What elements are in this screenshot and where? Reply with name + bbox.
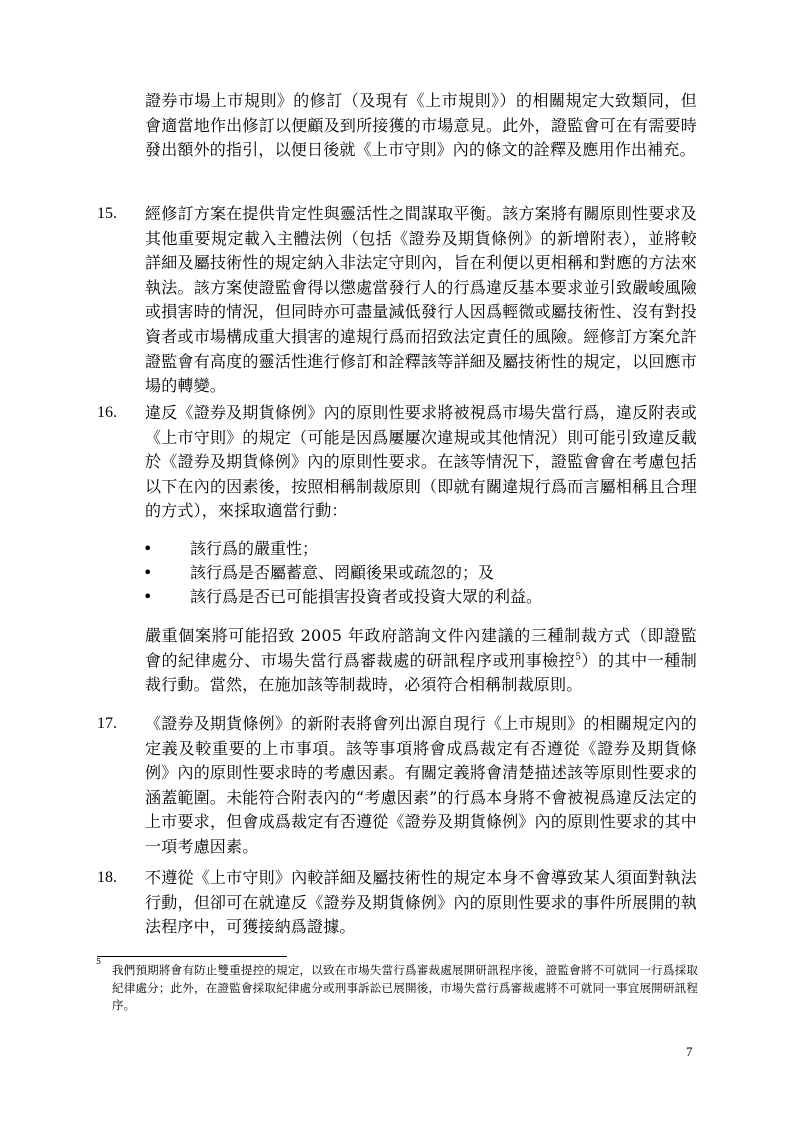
- paragraph-18: 不遵從《上市守則》內較詳細及屬技術性的規定本身不會導致某人須面對執法行動，但卻可在就違反《證券及期貨條例》內的原則性要求的事件所展開的執法程序中，可獲接納爲證據。: [145, 868, 697, 937]
- bullet-text: 該行爲的嚴重性；: [190, 539, 319, 558]
- paragraph-number-15: 15.: [97, 205, 117, 222]
- continuation-text: 嚴重個案將可能招致 2005 年政府諮詢文件內建議的三種制裁方式（即證監會的紀律處分、市場失當行爲審裁處的研訊程序或刑事檢控: [145, 626, 697, 670]
- bullet-symbol: •: [143, 563, 153, 582]
- paragraph-15: 經修訂方案在提供肯定性與靈活性之間謀取平衡。該方案將有關原則性要求及其他重要規定載入主體法例（包括《證券及期貨條例》的新增附表），並將較詳細及屬技術性的規定納入非法定守則內，旨在利便以更相稱和對應的方法來執法。該方案使證監會得以懲處當發行人的行爲違反基本要求並引致嚴峻風險或損害時的情況，但同時亦可盡量減低發行人因爲輕微或屬技術性、沒有對投資者或市場構成重大損害的違規行爲而招致法定責任的風險。經修訂方案允許證監會有高度的靈活性進行修訂和詮釋該等詳細及屬技術性的規定，以回應市場的轉變。: [145, 204, 697, 396]
- footnote-divider: [97, 956, 287, 957]
- bullet-text: 該行爲是否已可能損害投資者或投資大眾的利益。: [190, 587, 543, 606]
- bullet-symbol: •: [143, 539, 153, 558]
- paragraph-16-continuation: [145, 624, 697, 698]
- intro-paragraph: 證券市場上市規則》的修訂（及現有《上市規則》）的相關規定大致類同，但會適當地作出修訂以便顧及到所接獲的市場意見。此外，證監會可在有需要時發出額外的指引，以便日後就《上市守則》內的條文的詮釋及應用作出補充。: [145, 91, 697, 160]
- continuation-text-end: ）的其中一種制裁行動。當然，在施加該等制裁時，必須符合相稱制裁原則。: [145, 650, 698, 695]
- paragraph-number-18: 18.: [97, 869, 117, 886]
- document-page: 證券市場上市規則》的修訂（及現有《上市規則》）的相關規定大致類同，但會適當地作出修訂以便顧及到所接獲的市場意見。此外，證監會可在有需要時發出額外的指引，以便日後就《上市守則》內的條文的詮釋及應用作出補充。 15. 經修訂方案在提供肯定性與靈活性之間謀取平衡。該方案將有關原則性要求及其他重要規定載入主體法例（包括《證券及期貨條例》的新增附表），並將較詳細及屬技術性的規定納入非法定守則內，旨在利便以更相稱和對應的方法來執法。該方案使證監會得以懲處當發行人的行爲違反基本要求並引致嚴峻風險或損害時的情況，但同時亦可盡量減低發行人因爲輕微或屬技術性、沒有對投資者或市場構成重大損害的違規行爲而招致法定責任的風險。經修訂方案允許證監會有高度的靈活性進行修訂和詮釋該等詳細及屬技術性的規定，以回應市場的轉變。 16. 違反《證券及期貨條例》內的原則性要求將被視爲市場失當行爲，違反附表或《上市守則》的規定（可能是因爲屢屢次違規或其他情況）則可能引致違反載於《證券及期貨條例》內的原則性要求。在該等情況下，證監會會在考慮包括以下在內的因素後，按照相稱制裁原則（即就有關違規行爲而言屬相稱且合理的方式），來採取適當行動： • 該行爲的嚴重性； • 該行爲是否屬蓄意、罔顧後果或疏忽的；及 • 該行爲是否已可能損害投資者或投資大眾的利益。 嚴重個案將可能招致 2005 年政府諮詢文件內建議的三種制裁方式（即證監會的紀律處分、市場失當行爲審裁處的研訊程序或刑事檢控$^5$）的其中一種制裁行動。當然，在施加該等制裁時，必須符合相稱制裁原則。 17. 《證券及期貨條例》的新附表將會列出源自現行《上市規則》的相關規定內的定義及較重要的上市事項。該等事項將會成爲裁定有否遵從《證券及期貨條例》內的原則性要求時的考慮因素。有關定義將會清楚描述該等原則性要求的涵蓋範圍。未能符合附表內的“考慮因素”的行爲本身將不會被視爲違反法定的上市要求，但會成爲裁定有否遵從《證券及期貨條例》內的原則性要求的其中一項考慮因素。 18. 不遵從《上市守則》內較詳細及屬技術性的規定本身不會導致某人須面對執法行動，但卻可在就違反《證券及期貨條例》內的原則性要求的事件所展開的執法程序中，可獲接納爲證據。 5 我們預期將會有防止雙重提控的規定，以致在市場失當行爲審裁處展開研訊程序後，證監會將不可就同一行爲採取紀律處分；此外，在證監會採取紀律處分或刑事訴訟已展開後，市場失當行爲審裁處將不可就同一事宜展開研訊程序。 7: [96, 91, 698, 1059]
- footnote-text: 我們預期將會有防止雙重提控的規定，以致在市場失當行爲審裁處展開研訊程序後，證監會將不可就同一行爲採取紀律處分；此外，在證監會採取紀律處分或刑事訴訟已展開後，市場失當行爲審裁處將不可就同一事宜展開研訊程序。: [112, 963, 698, 1012]
- paragraph-number-16: 16.: [97, 404, 117, 421]
- paragraph-number-17: 17.: [97, 715, 117, 732]
- footnote-reference: 5: [575, 652, 582, 663]
- paragraph-16: 違反《證券及期貨條例》內的原則性要求將被視爲市場失當行爲，違反附表或《上市守則》的規定（可能是因爲屢屢次違規或其他情況）則可能引致違反載於《證券及期貨條例》內的原則性要求。在該等情況下，證監會會在考慮包括以下在內的因素後，按照相稱制裁原則（即就有關違規行爲而言屬相稱且合理的方式），來採取適當行動：: [145, 403, 697, 521]
- paragraph-17: 《證券及期貨條例》的新附表將會列出源自現行《上市規則》的相關規定內的定義及較重要的上市事項。該等事項將會成爲裁定有否遵從《證券及期貨條例》內的原則性要求時的考慮因素。有關定義將會清楚描述該等原則性要求的涵蓋範圍。未能符合附表內的“考慮因素”的行爲本身將不會被視爲違反法定的上市要求，但會成爲裁定有否遵從《證券及期貨條例》內的原則性要求的其中一項考慮因素。: [145, 714, 697, 856]
- bullet-symbol: •: [143, 587, 153, 606]
- bullet-text: 該行爲是否屬蓄意、罔顧後果或疏忽的；及: [190, 563, 495, 582]
- page-number: 7: [686, 1044, 693, 1059]
